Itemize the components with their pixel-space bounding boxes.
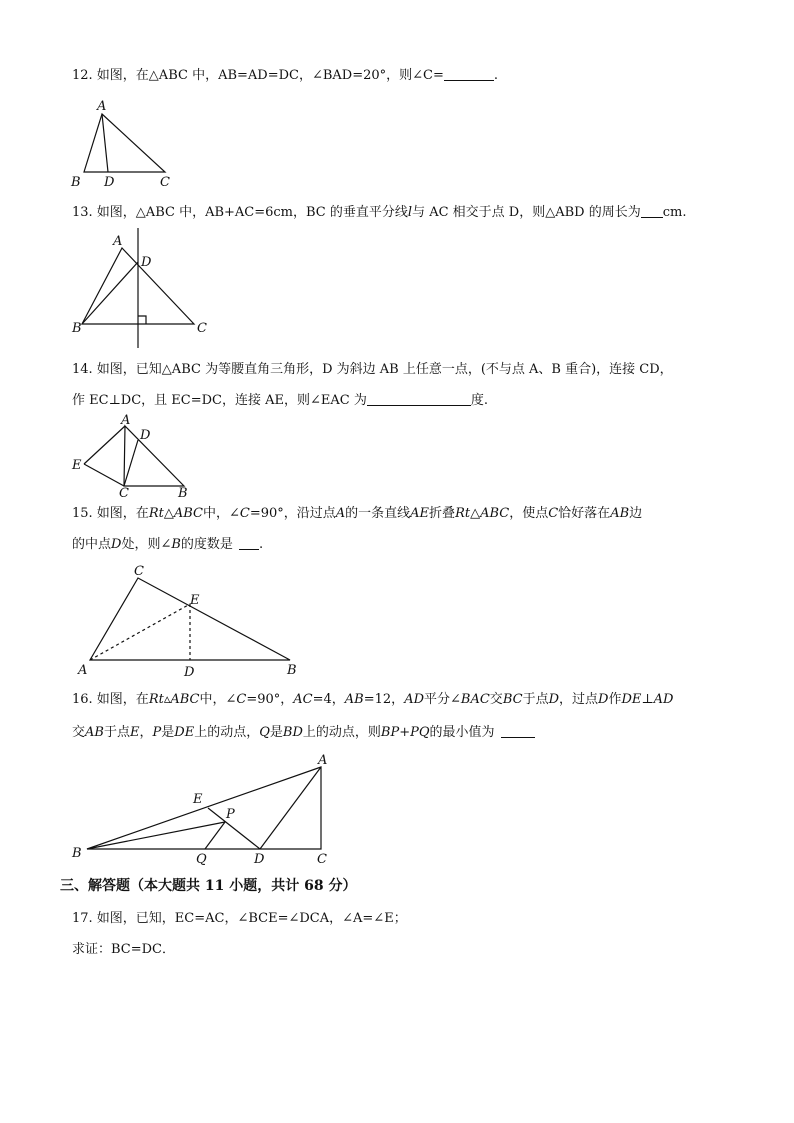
q12-label-b: B xyxy=(71,175,81,190)
q14-line1: 14. 如图，已知△ABC 为等腰直角三角形，D 为斜边 AB 上任意一点，(不与点 A、B 重合)，连接 CD， xyxy=(72,362,673,377)
q13-label-a: A xyxy=(113,234,123,249)
q14-label-b: B xyxy=(178,486,188,501)
q14-label-a: A xyxy=(121,413,131,428)
q16-segment-bp xyxy=(87,822,225,849)
section3-heading: 三、解答题（本大题共 11 小题，共计 68 分） xyxy=(60,878,357,894)
q13-label-b: B xyxy=(72,321,82,336)
q14-label-d: D xyxy=(140,428,151,443)
q12-label-c: C xyxy=(160,175,170,190)
q12-label-a: A xyxy=(97,99,107,114)
q15-line2: 的中点D处，则∠B的度数是 . xyxy=(72,537,264,552)
q16-triangle-abc xyxy=(87,767,321,849)
q15-label-e: E xyxy=(190,593,200,608)
q15-line1: 15. 如图，在Rt△ABC中，∠C=90°，沿过点A的一条直线AE折叠Rt△ABC，使点C恰好落在AB边 xyxy=(72,506,643,521)
q16-label-e: E xyxy=(193,792,203,807)
q15-label-d: D xyxy=(184,665,195,680)
q13-label-c: C xyxy=(197,321,207,336)
q16-segment-pq xyxy=(205,822,225,849)
q17-line2: 求证：BC=DC． xyxy=(72,942,176,957)
q12-text: 12. 如图，在△ABC 中，AB=AD=DC，∠BAD=20°，则∠C= . xyxy=(72,68,499,83)
q16-segment-ad xyxy=(260,767,321,849)
q14-label-c: C xyxy=(119,486,129,501)
q14-label-e: E xyxy=(72,458,82,473)
q16-label-a: A xyxy=(318,753,328,768)
q16-line2: 交AB于点E，P是DE上的动点，Q是BD上的动点，则BP+PQ的最小值为 xyxy=(72,723,535,742)
q14-line2: 作 EC⊥DC，且 EC=DC，连接 AE，则∠EAC 为 度. xyxy=(72,393,488,408)
q15-label-a: A xyxy=(78,663,88,678)
q16-line1: 16. 如图，在Rt▵ABC中，∠C=90°，AC=4，AB=12，AD平分∠BAC交BC于点D，过点D作DE⊥AD xyxy=(72,692,674,707)
q13-label-d: D xyxy=(141,255,152,270)
q15-label-c: C xyxy=(134,564,144,579)
q16-label-b: B xyxy=(72,846,82,861)
q17-line1: 17. 如图，已知，EC=AC，∠BCE=∠DCA，∠A=∠E； xyxy=(72,911,407,926)
q16-label-c: C xyxy=(317,852,327,867)
q13-text: 13. 如图，△ABC 中，AB+AC=6cm，BC 的垂直平分线l与 AC 相交于点 D，则△ABD 的周长为 cm. xyxy=(72,205,687,220)
q16-label-p: P xyxy=(226,807,235,822)
q15-label-b: B xyxy=(287,663,297,678)
q16-label-d: D xyxy=(254,852,265,867)
q12-label-d: D xyxy=(104,175,115,190)
q16-label-q: Q xyxy=(196,852,207,867)
